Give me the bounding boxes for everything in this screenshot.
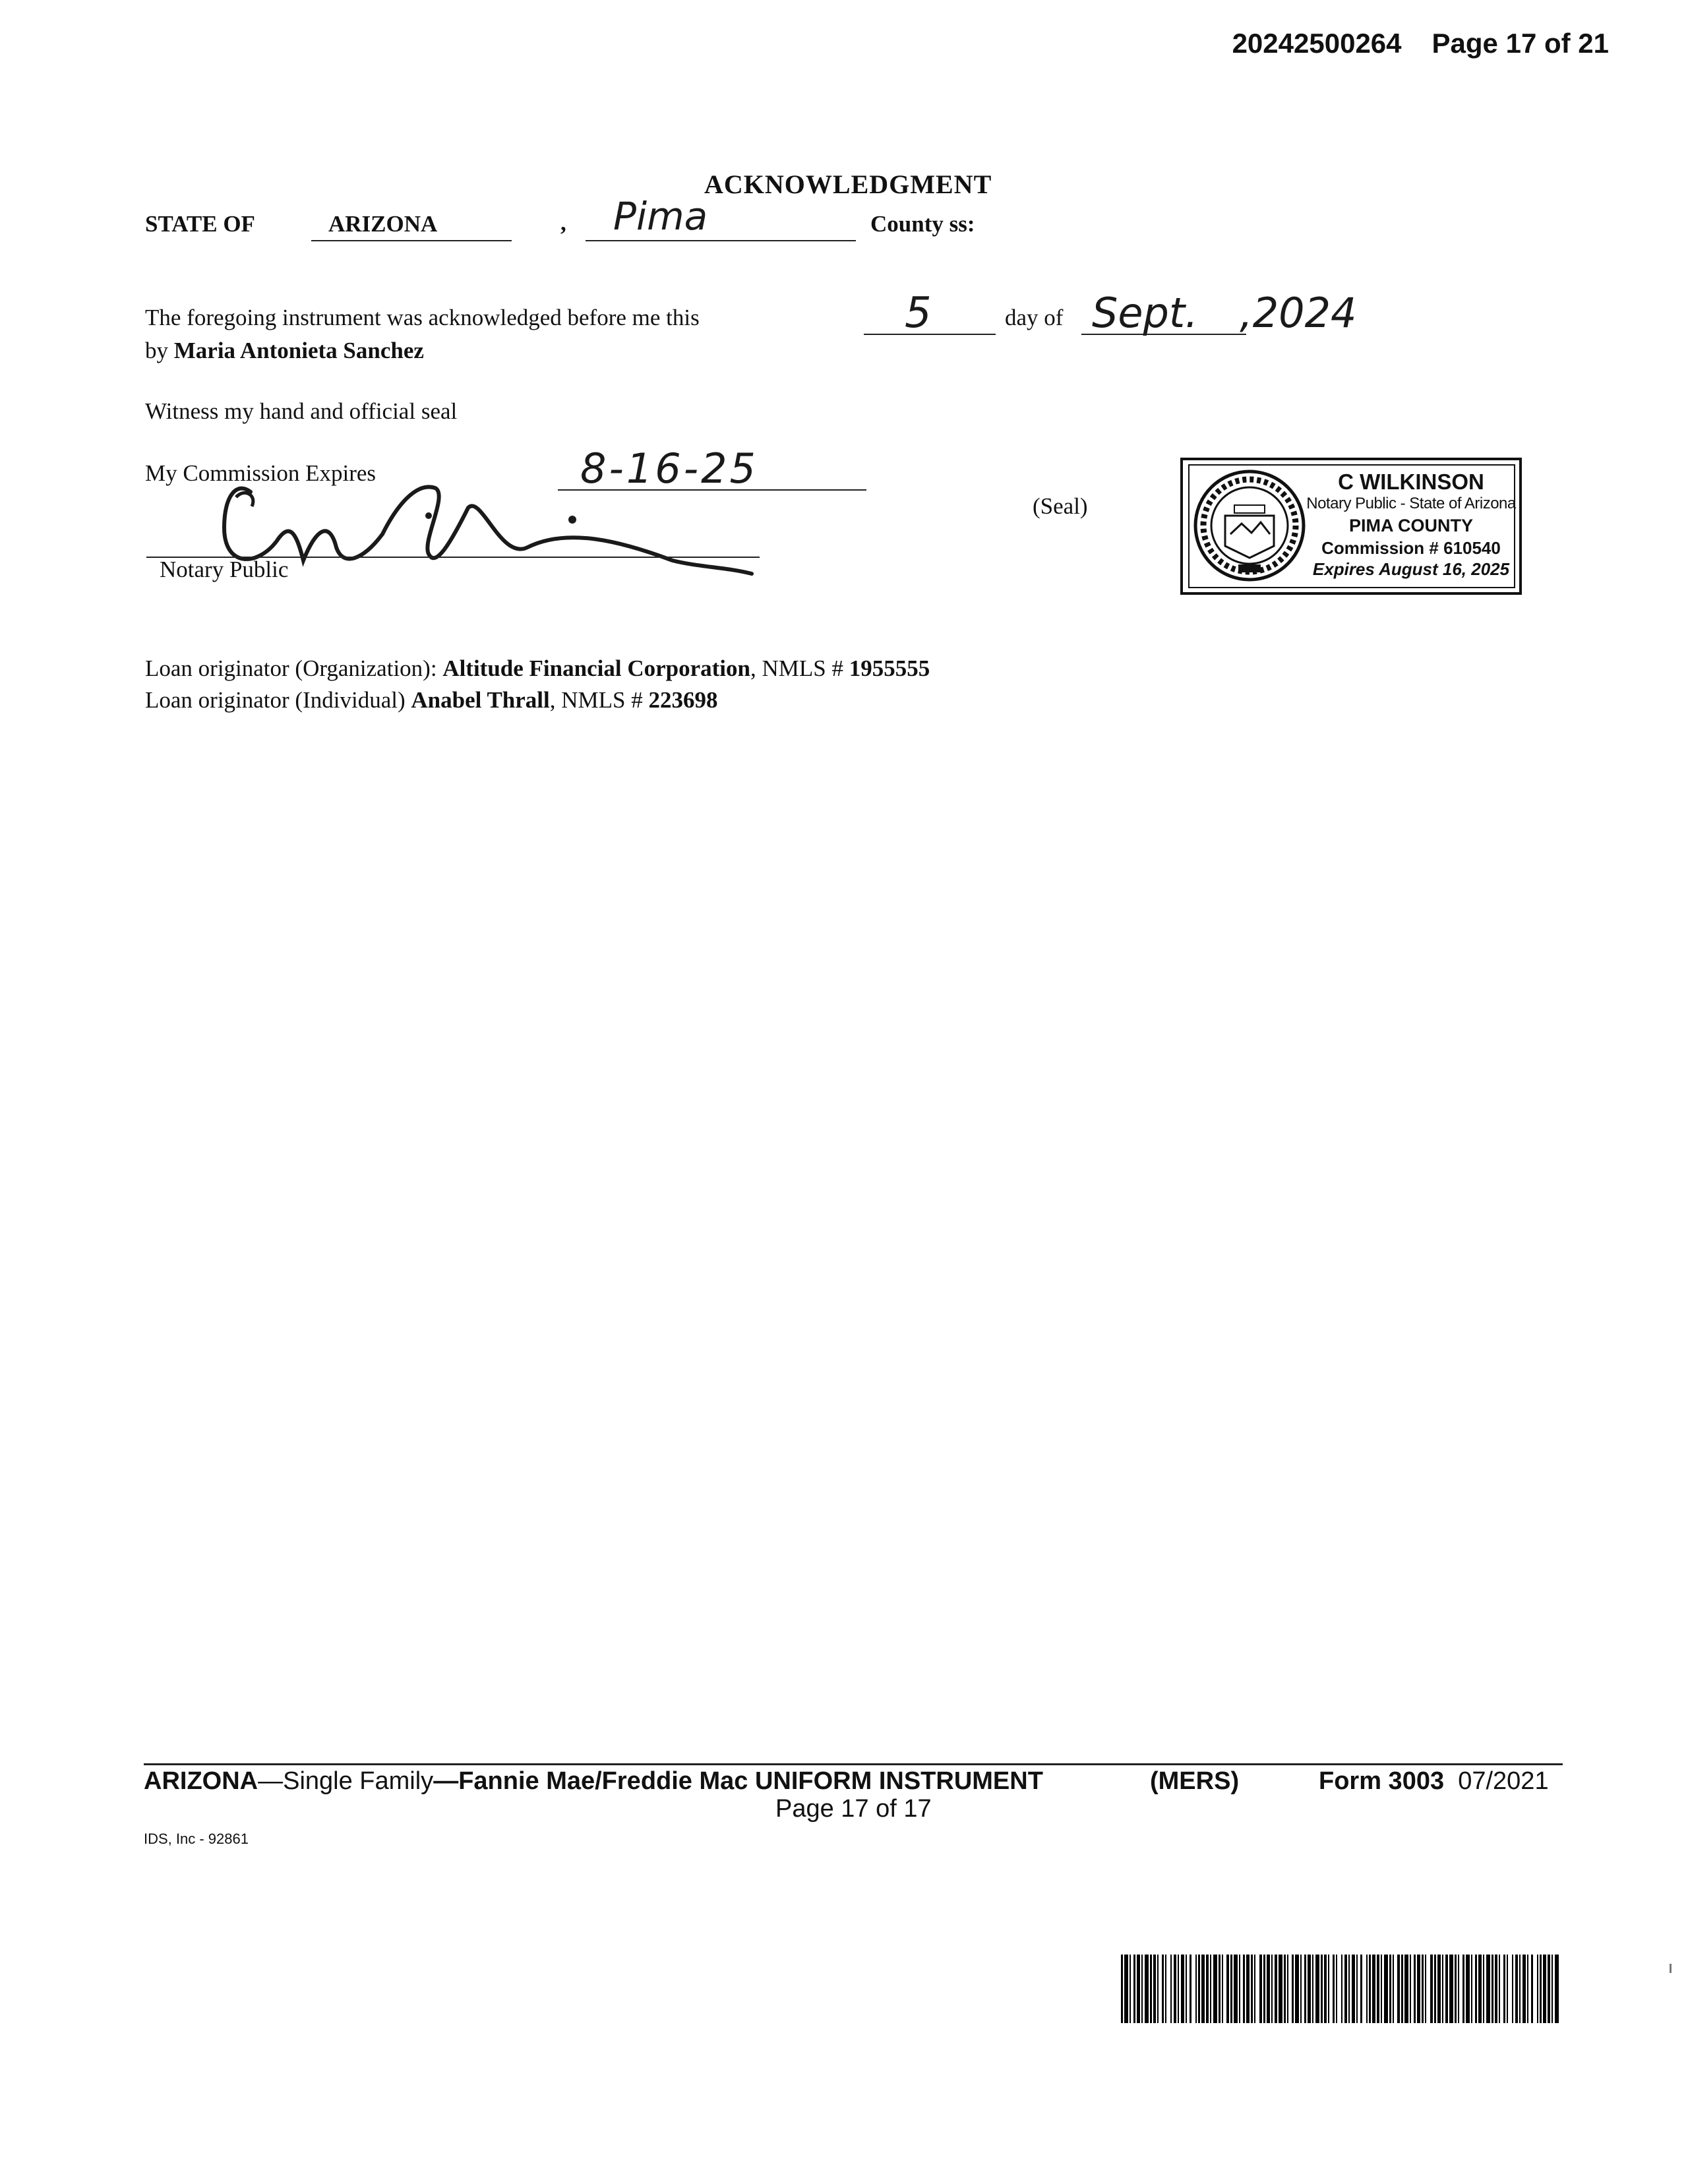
barcode-bar [1503,1955,1505,2023]
barcode-bar [1234,1955,1238,2023]
stamp-name: C WILKINSON [1338,470,1484,494]
barcode-bar [1300,1955,1302,2023]
barcode-bar [1341,1955,1342,2023]
barcode-bar [1206,1955,1209,2023]
loan-originator-organization [145,655,930,682]
barcode-bar [1198,1955,1200,2023]
county-underline [586,240,856,241]
barcode-bar [1360,1955,1362,2023]
stamp-commission: Commission # 610540 [1321,538,1501,558]
barcode-bar [1543,1955,1546,2023]
barcode-bar [1251,1955,1253,2023]
barcode-bar [1466,1955,1470,2023]
barcode-bar [1417,1955,1420,2023]
stamp-expires: Expires August 16, 2025 [1312,559,1510,579]
barcode-bar [1287,1955,1288,2023]
seal-label: (Seal) [1033,493,1088,519]
form-number: Form 3003 [1319,1767,1445,1795]
barcode-bar [1537,1955,1538,2023]
barcode-bar [1165,1955,1166,2023]
barcode-bar [1442,1955,1443,2023]
footer-form-title [144,1767,1043,1796]
barcode-bar [1540,1955,1542,2023]
barcode-bar [1555,1955,1559,2023]
barcode-bar [1393,1955,1394,2023]
barcode-bar [1414,1955,1416,2023]
barcode-bar [1246,1955,1250,2023]
footer-dash: — [258,1767,284,1795]
barcode-bar [1548,1955,1550,2023]
barcode-bar [1462,1955,1464,2023]
barcode-bar [1410,1955,1411,2023]
barcode-bar [1153,1955,1156,2023]
footer-page-number: Page 17 of 17 [775,1795,932,1823]
barcode-bar [1434,1955,1436,2023]
barcode-bar [1321,1955,1323,2023]
org-nmls: 1955555 [849,655,930,681]
ind-nmls-label: , NMLS # [549,687,643,713]
barcode-bar [1312,1955,1313,2023]
foregoing-text: The foregoing instrument was acknowledged before me this [145,305,700,330]
barcode-bar [1507,1955,1508,2023]
barcode-bar [1499,1955,1500,2023]
barcode-bar [1315,1955,1319,2023]
barcode-bar [1552,1955,1553,2023]
barcode-bar [1366,1955,1368,2023]
scan-mark [1670,1964,1672,1973]
by-label: by [145,338,168,363]
barcode-bar [1186,1955,1187,2023]
barcode-bar [1263,1955,1265,2023]
barcode-bar [1512,1955,1513,2023]
barcode-bar [1181,1955,1184,2023]
barcode-bar [1259,1955,1262,2023]
barcode-bar [1271,1955,1273,2023]
barcode-bar [1124,1955,1128,2023]
barcode-bar [1162,1955,1164,2023]
barcode-bar [1275,1955,1277,2023]
year-handwritten: ,2024 [1240,289,1357,337]
barcode-bar [1492,1955,1493,2023]
barcode-bar [1213,1955,1217,2023]
barcode-bar [1324,1955,1327,2023]
org-name: Altitude Financial Corporation [442,655,750,681]
barcode-bar [1356,1955,1358,2023]
barcode-bar [1515,1955,1518,2023]
ind-name: Anabel Thrall [411,687,550,713]
barcode-bar [1130,1955,1131,2023]
footer-ids: IDS, Inc - 92861 [144,1831,249,1847]
county-handwritten: Pima [613,194,708,239]
footer-form-number [1319,1767,1549,1796]
barcode-bar [1254,1955,1255,2023]
barcode-bar [1437,1955,1441,2023]
barcode-bar [1195,1955,1197,2023]
state-seal-icon [1192,468,1307,583]
form-date: 07/2021 [1458,1767,1549,1795]
signer-name: Maria Antonieta Sanchez [173,338,424,363]
barcode-bar [1145,1955,1149,2023]
barcode-bar [1369,1955,1371,2023]
barcode-bar [1372,1955,1375,2023]
barcode-bar [1141,1955,1143,2023]
barcode-bar [1458,1955,1459,2023]
barcode-bar [1425,1955,1426,2023]
barcode-bar [1527,1955,1528,2023]
footer-mers: (MERS) [1150,1767,1240,1795]
footer-state: ARIZONA [144,1767,258,1795]
barcode-bar [1478,1955,1482,2023]
barcode-bar [1397,1955,1400,2023]
notary-stamp [1180,458,1522,595]
notary-public-label: Notary Public [160,557,289,582]
commission-date-handwritten: 8-16-25 [580,444,758,493]
witness-text: Witness my hand and official seal [145,398,458,424]
barcode-bar [1430,1955,1433,2023]
barcode-bar [1495,1955,1497,2023]
barcode-bar [1279,1955,1282,2023]
month-handwritten: Sept. [1092,289,1198,337]
footer-instrument: Fannie Mae/Freddie Mac UNIFORM INSTRUMENT [458,1767,1043,1795]
footer-type: Single Family [283,1767,434,1795]
barcode-bar [1292,1955,1294,2023]
comma-separator: , [560,210,566,235]
barcode-bar [1522,1955,1526,2023]
barcode-bar [1348,1955,1350,2023]
barcode-bar [1531,1955,1533,2023]
recording-header [1232,28,1609,59]
barcode-bar [1308,1955,1311,2023]
county-label: County ss: [870,211,975,237]
barcode-bar [1336,1955,1337,2023]
footer-dash: — [433,1767,459,1795]
day-of-label: day of [1005,305,1064,330]
barcode-bar [1267,1955,1270,2023]
barcode-bar [1190,1955,1191,2023]
state-of-label: STATE OF [145,211,255,237]
barcode-bar [1178,1955,1179,2023]
barcode-bar [1352,1955,1355,2023]
day-underline [864,334,996,335]
barcode-bar [1133,1955,1135,2023]
ind-nmls: 223698 [648,687,718,713]
barcode-bar [1210,1955,1211,2023]
state-underline [311,240,512,241]
barcode-bar [1284,1955,1286,2023]
barcode-bar [1384,1955,1388,2023]
barcode-bar [1404,1955,1408,2023]
org-label: Loan originator (Organization): [145,655,437,681]
barcode-bar [1333,1955,1335,2023]
barcode-bar [1243,1955,1245,2023]
loan-originator-individual [145,687,718,713]
barcode-bar [1381,1955,1382,2023]
barcode-bar [1201,1955,1205,2023]
barcode-bar [1344,1955,1347,2023]
ind-label: Loan originator (Individual) [145,687,406,713]
acknowledgment-title: ACKNOWLEDGMENT [704,169,992,199]
barcode-bar [1121,1955,1123,2023]
document-number: 20242500264 [1232,28,1402,59]
barcode-bar [1230,1955,1232,2023]
barcode-bar [1150,1955,1152,2023]
day-handwritten: 5 [905,289,932,338]
barcode-bar [1219,1955,1221,2023]
barcode [1121,1955,1559,2023]
barcode-bar [1170,1955,1172,2023]
barcode-bar [1226,1955,1229,2023]
month-underline [1081,334,1246,335]
barcode-bar [1304,1955,1306,2023]
barcode-bar [1519,1955,1521,2023]
barcode-bar [1295,1955,1299,2023]
commission-label: My Commission Expires [145,460,377,486]
barcode-bar [1389,1955,1391,2023]
barcode-bar [1137,1955,1140,2023]
recording-page-label: Page 17 of 21 [1432,28,1609,59]
barcode-bar [1471,1955,1472,2023]
barcode-bar [1445,1955,1448,2023]
barcode-bar [1222,1955,1223,2023]
barcode-bar [1377,1955,1379,2023]
barcode-bar [1401,1955,1403,2023]
barcode-bar [1239,1955,1240,2023]
barcode-bar [1475,1955,1477,2023]
org-nmls-label: , NMLS # [750,655,843,681]
state-value: ARIZONA [328,211,438,237]
barcode-bar [1486,1955,1490,2023]
barcode-bar [1328,1955,1329,2023]
barcode-bar [1483,1955,1484,2023]
barcode-bar [1174,1955,1176,2023]
barcode-bar [1422,1955,1424,2023]
barcode-bar [1449,1955,1453,2023]
stamp-notary-line: Notary Public - State of Arizona [1306,495,1516,512]
barcode-bar [1157,1955,1159,2023]
stamp-county: PIMA COUNTY [1349,516,1473,535]
barcode-bar [1455,1955,1457,2023]
footer-rule [144,1763,1563,1765]
